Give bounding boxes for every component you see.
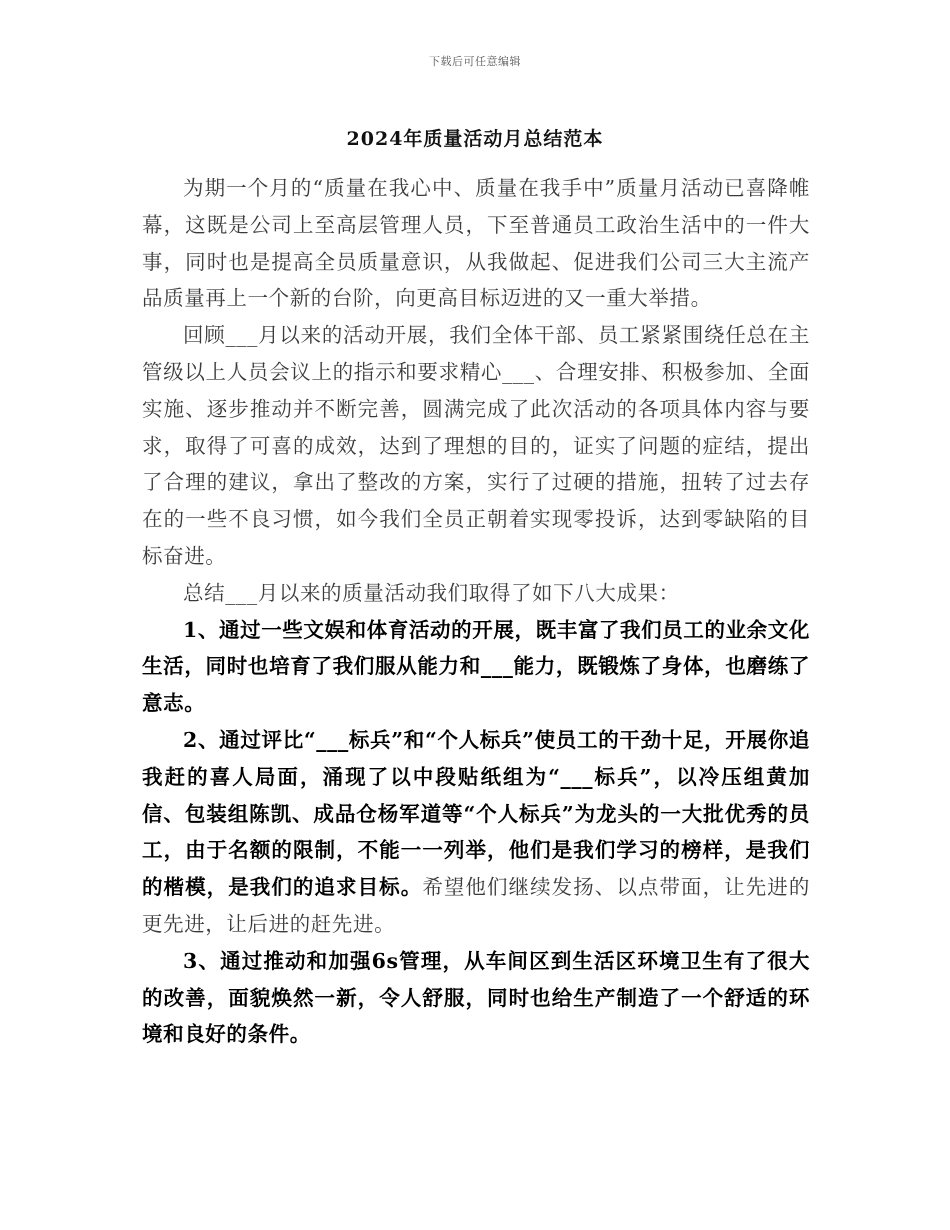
document-body [142, 170, 810, 1053]
document-title: 2024年质量活动月总结范本 [346, 128, 604, 150]
achievement-2-tail: 希望他们继续发扬、以点带面，让先进的更先进，让后进的赶先进。 [142, 875, 810, 936]
paragraph-summary-lead: 总结___月以来的质量活动我们取得了如下八大成果： [183, 580, 680, 605]
achievement-1: 1、通过一些文娱和体育活动的开展，既丰富了我们员工的业余文化生活，同时也培育了我们服从能力和___能力，既锻炼了身体，也磨练了意志。 [142, 617, 810, 716]
paragraph-review: 回顾___月以来的活动开展，我们全体干部、员工紧紧围绕任总在主管级以上人员会议上的指示和要求精心___、合理安排、积极参加、全面实施、逐步推动并不断完善，圆满完成了此次活动的各项具体内容与要求，取得了可喜的成效，达到了理想的目的，证实了问题的症结，提出了合理的建议，拿出了整改的方案，实行了过硬的措施，扭转了过去存在的一些不良习惯，如今我们全员正朝着实现零投诉，达到零缺陷的目标奋进。 [142, 323, 810, 568]
achievement-3: 3、通过推动和加强6s管理，从车间区到生活区环境卫生有了很大的改善，面貌焕然一新，令人舒服，同时也给生产制造了一个舒适的环境和良好的条件。 [142, 948, 810, 1047]
header-note: 下载后可任意编辑 [429, 55, 521, 68]
achievement-2-bold: 2、通过评比“___标兵”和“个人标兵”使员工的干劲十足，开展你追我赶的喜人局面，涌现了以中段贴纸组为“___标兵”，以冷压组黄加信、包装组陈凯、成品仓杨军道等“个人标兵”为龙头的一大批优秀的员工，由于名额的限制，不能一一列举，他们是我们学习的榜样，是我们的楷模，是我们的追求目标。 [142, 727, 810, 900]
achievement-2 [142, 722, 810, 943]
paragraph-intro: 为期一个月的“质量在我心中、质量在我手中”质量月活动已喜降帷幕，这既是公司上至高层管理人员，下至普通员工政治生活中的一件大事，同时也是提高全员质量意识，从我做起、促进我们公司三大主流产品质量再上一个新的台阶，向更高目标迈进的又一重大举措。 [142, 176, 810, 311]
